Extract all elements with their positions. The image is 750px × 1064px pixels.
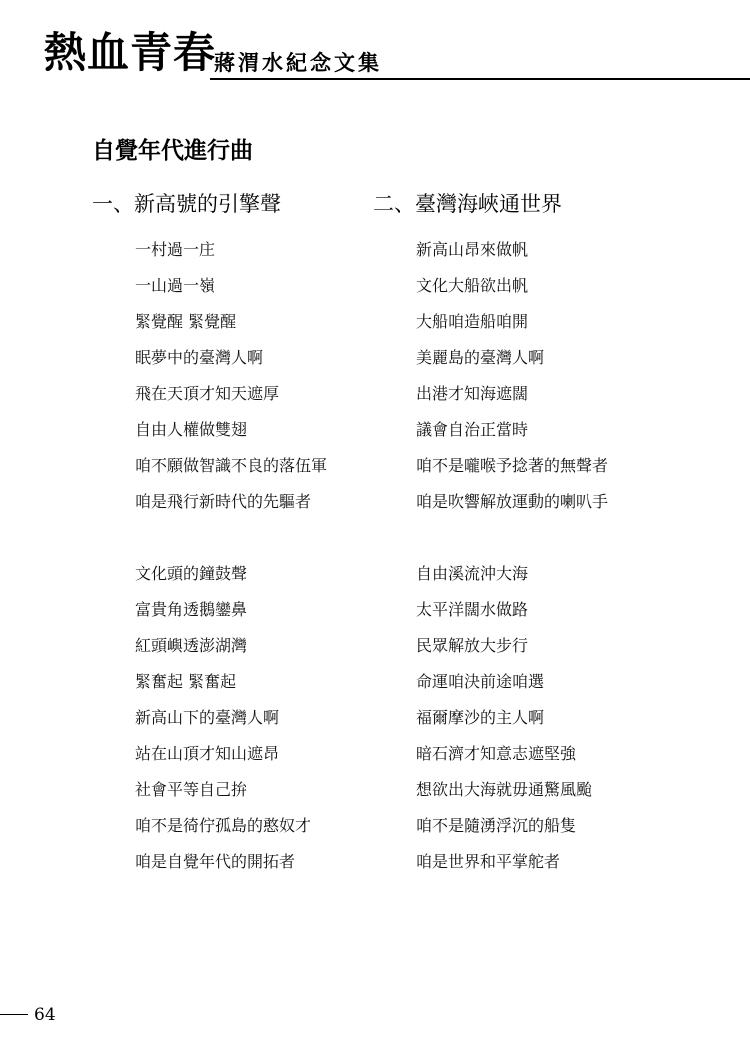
poem-line: 自由溪流沖大海 bbox=[416, 564, 529, 583]
poem-line: 自由人權做雙翅 bbox=[135, 420, 248, 439]
column-heading: 一、新高號的引擎聲 bbox=[92, 192, 281, 216]
poem-line: 文化頭的鐘鼓聲 bbox=[135, 564, 248, 583]
poem-line: 咱是世界和平掌舵者 bbox=[416, 852, 561, 871]
poem-line: 新高山昂來做帆 bbox=[416, 240, 529, 259]
poem-column-right bbox=[373, 186, 663, 880]
poem-line: 緊奮起 緊奮起 bbox=[135, 672, 237, 691]
poem-line: 一山過一嶺 bbox=[135, 276, 216, 295]
column-heading: 二、臺灣海峽通世界 bbox=[373, 192, 562, 216]
footer-rule bbox=[0, 1014, 28, 1015]
poem-line: 暗石濟才知意志遮堅強 bbox=[416, 744, 577, 763]
poem-line: 命運咱決前途咱選 bbox=[416, 672, 545, 691]
poem-line: 想欲出大海就毋通驚風颱 bbox=[416, 780, 593, 799]
poem-line: 社會平等自己拚 bbox=[135, 780, 248, 799]
poem-line: 咱是飛行新時代的先驅者 bbox=[135, 492, 312, 511]
poem-line: 站在山頂才知山遮昂 bbox=[135, 744, 280, 763]
poem-line: 文化大船欲出帆 bbox=[416, 276, 529, 295]
stanza bbox=[92, 232, 382, 520]
poem-line: 咱不是嚨喉予捻著的無聲者 bbox=[416, 456, 609, 475]
poem-line: 咱是自覺年代的開拓者 bbox=[135, 852, 296, 871]
poem-line: 眠夢中的臺灣人啊 bbox=[135, 348, 264, 367]
poem-line: 飛在天頂才知天遮厚 bbox=[135, 384, 280, 403]
poem-line: 大船咱造船咱開 bbox=[416, 312, 529, 331]
poem-line: 出港才知海遮闊 bbox=[416, 384, 529, 403]
poem-line: 福爾摩沙的主人啊 bbox=[416, 708, 545, 727]
poem-line: 一村過一庄 bbox=[135, 240, 216, 259]
poem-line: 新高山下的臺灣人啊 bbox=[135, 708, 280, 727]
poem-line: 紅頭嶼透澎湖灣 bbox=[135, 636, 248, 655]
book-title: 熱血青春 bbox=[44, 28, 217, 77]
stanza bbox=[92, 556, 382, 880]
book-subtitle: 蔣渭水紀念文集 bbox=[214, 51, 382, 75]
poem-column-left bbox=[92, 186, 382, 880]
poem-line: 咱是吹響解放運動的喇叭手 bbox=[416, 492, 609, 511]
poem-line: 民眾解放大步行 bbox=[416, 636, 529, 655]
poem-line: 咱不願做智識不良的落伍軍 bbox=[135, 456, 328, 475]
poem-line: 咱不是徛佇孤島的憨奴才 bbox=[135, 816, 312, 835]
page-header bbox=[0, 0, 750, 90]
stanza bbox=[373, 556, 663, 880]
section-title: 自覺年代進行曲 bbox=[92, 138, 253, 164]
page-number: 64 bbox=[34, 1005, 56, 1025]
poem-line: 咱不是隨湧浮沉的船隻 bbox=[416, 816, 577, 835]
poem-line: 富貴角透鵝鑾鼻 bbox=[135, 600, 248, 619]
poem-line: 緊覺醒 緊覺醒 bbox=[135, 312, 237, 331]
header-rule bbox=[210, 78, 750, 80]
poem-line: 太平洋闊水做路 bbox=[416, 600, 529, 619]
poem-line: 美麗島的臺灣人啊 bbox=[416, 348, 545, 367]
poem-line: 議會自治正當時 bbox=[416, 420, 529, 439]
stanza bbox=[373, 232, 663, 520]
